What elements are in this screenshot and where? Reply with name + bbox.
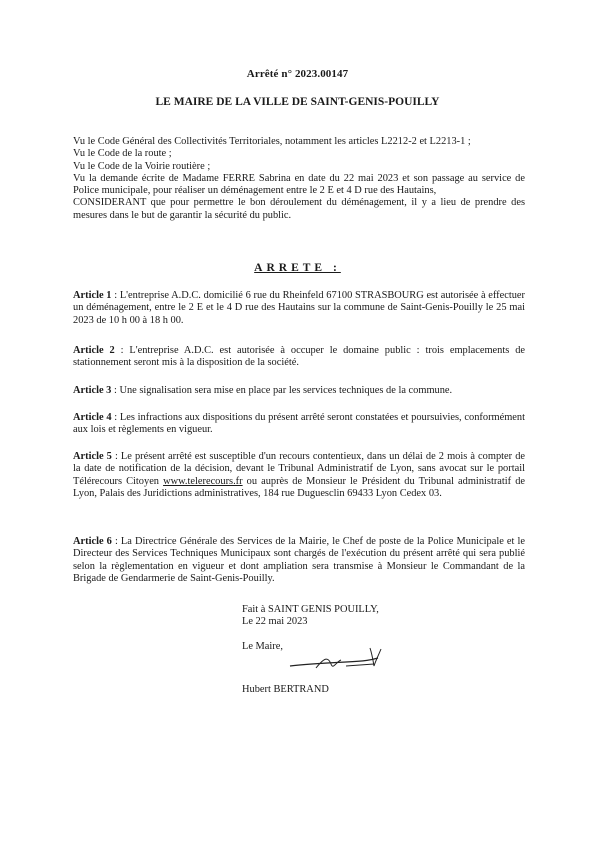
signature-role: Le Maire, [242,640,283,652]
article-3 [73,385,525,397]
signature-place: Fait à SAINT GENIS POUILLY, [242,604,379,615]
arrete-number: Arrêté n° 2023.00147 [246,68,349,80]
visa-line: Vu le Code de la Voirie routière ; [73,160,211,172]
article-4 [73,412,525,437]
article-text: : Les infractions aux dispositions du présent arrêté seront constatées et poursuivies, conformément aux lois et règlements en vigueur. [73,412,525,436]
article-label: Article 2 [73,345,115,356]
article-1 [73,290,525,327]
document-heading: LE MAIRE DE LA VILLE DE SAINT-GENIS-POUILLY [155,96,440,108]
article-label: Article 3 [73,385,112,396]
article-6 [73,536,525,585]
article-label: Article 1 [73,290,112,301]
visa-line: Vu la demande écrite de Madame FERRE Sabrina en date du 22 mai 2023 et son passage au service de Police municipale, pour réaliser un déménagement entre le 2 E et 4 D rue des Hautains, [73,172,525,197]
visa-line: Vu le Code de la route ; [73,148,172,160]
article-label: Article 4 [73,412,112,423]
signature-date: Le 22 mai 2023 [242,616,308,628]
article-text: : L'entreprise A.D.C. est autorisée à occuper le domaine public : trois emplacements de stationnement seront mis à la disposition de la société. [73,345,525,369]
article-text: : Le présent arrêté est susceptible d'un recours contentieux, dans un délai de 2 mois à compter de la date de notification de la décision, devant le Tribunal Administratif de Lyon, sans avocat sur le portail Télérecours Citoyen [73,451,525,487]
article-5 [73,451,525,500]
arrete-title: ARRETE : [254,262,341,274]
article-label: Article 5 [73,451,112,462]
considerant-line: CONSIDERANT que pour permettre le bon déroulement du déménagement, il y a lieu de prendre des mesures dans le but de garantir la sécurité du public. [73,197,525,221]
handwritten-signature [286,640,386,680]
article-text: : L'entreprise A.D.C. domicilié 6 rue du Rheinfeld 67100 STRASBOURG est autorisée à effectuer un déménagement, entre le 2 E et le 4 D rue des Hautains sur la commune de Saint-Genis-Pouilly le 25 mai 2023 de 10 h 00 à 18 h 00. [73,290,525,326]
article-label: Article 6 [73,536,112,547]
article-2 [73,345,525,370]
visas-section [73,136,525,222]
visa-line: Vu le Code Général des Collectivités Territoriales, notamment les articles L2212-2 et L2213-1 ; [73,136,471,147]
article-text: ou auprès de Monsieur le Président du Tribunal administratif de Lyon, Palais des Juridictions administratives, 184 rue Duguesclin 69433 Lyon Cedex 03. [73,475,525,499]
signatory-name: Hubert BERTRAND [242,684,329,695]
article-text: : La Directrice Générale des Services de la Mairie, le Chef de poste de la Police Municipale et le Directeur des Services Techniques Municipaux sont chargés de l'exécution du présent arrêté qui sera publié selon la règlementation en vigueur et dont ampliation sera transmise à Monsieur le Commandant de la Brigade de Gendarmerie de Saint-Genis-Pouilly. [73,536,525,584]
telerecours-link[interactable]: www.telerecours.fr [163,475,243,487]
article-text: : Une signalisation sera mise en place par les services techniques de la commune. [111,385,453,396]
